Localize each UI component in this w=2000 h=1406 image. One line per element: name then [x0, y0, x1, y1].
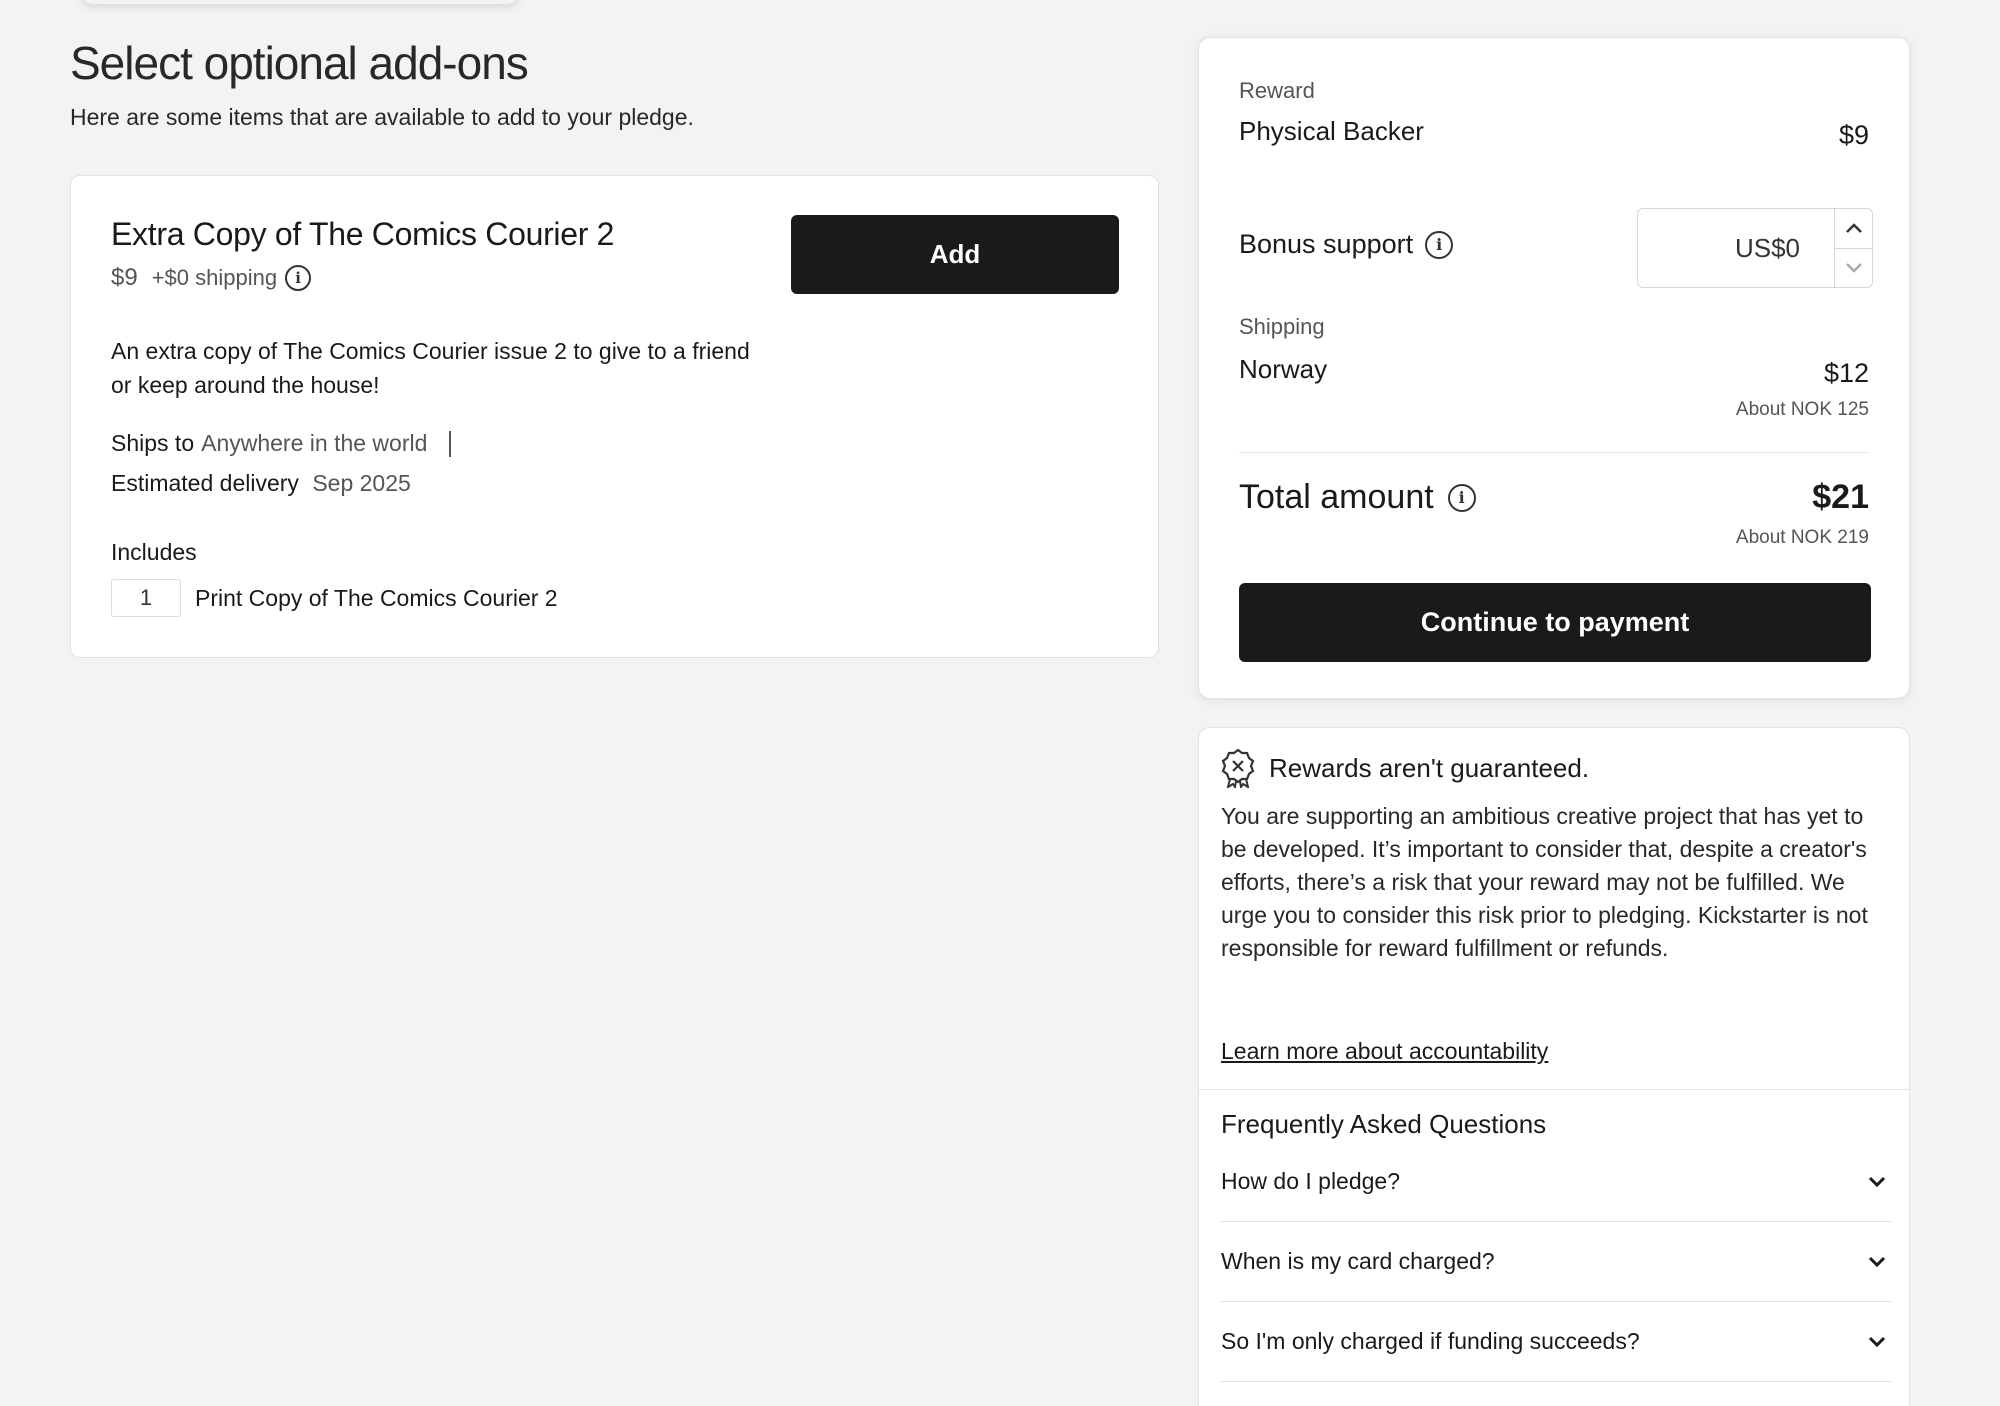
shipping-note: About NOK 125	[1735, 399, 1869, 420]
pledge-summary-card	[1198, 37, 1910, 699]
page-title: Select optional add-ons	[70, 37, 528, 89]
page-subtitle: Here are some items that are available to add to your pledge.	[70, 104, 694, 130]
bonus-support-label-row	[1239, 229, 1453, 260]
summary-divider	[1239, 452, 1869, 453]
shipping-label: Shipping	[1239, 314, 1325, 339]
delivery-label: Estimated delivery	[111, 470, 299, 496]
total-info-icon[interactable]: i	[1448, 484, 1476, 512]
chevron-down-icon	[1863, 1248, 1891, 1276]
risk-text: You are supporting an ambitious creative project that has yet to be developed. It’s important to consider that, despite a creator's efforts, there’s a risk that your reward may not be fulfilled. We urge you to consider this risk prior to pledging. Kickstarter is not responsible for reward fulfillment or refunds.	[1221, 803, 1868, 961]
total-amount: $21	[1812, 478, 1869, 516]
risk-faq-card	[1198, 727, 1910, 1406]
ships-to-label: Ships to	[111, 430, 195, 456]
risk-divider	[1199, 1089, 1909, 1090]
top-shadow	[80, 0, 520, 4]
continue-to-payment-button[interactable]: Continue to payment	[1239, 583, 1871, 662]
reward-name: Physical Backer	[1239, 116, 1424, 146]
total-note: About NOK 219	[1735, 527, 1869, 548]
addon-description: An extra copy of The Comics Courier issue 2 to give to a friend or keep around the house!	[111, 338, 750, 398]
chevron-down-icon	[1863, 1168, 1891, 1196]
increment-button[interactable]	[1835, 209, 1872, 248]
addon-shipping: +$0 shipping	[151, 265, 278, 290]
faq-title: Frequently Asked Questions	[1221, 1109, 1547, 1139]
faq-question: So I'm only charged if funding succeeds?	[1221, 1328, 1640, 1354]
award-x-icon	[1221, 748, 1255, 788]
chevron-up-icon	[1845, 222, 1863, 234]
ships-to-row	[111, 430, 451, 457]
addon-card	[70, 175, 1159, 658]
stepper-controls	[1834, 209, 1872, 287]
chevron-down-icon	[1845, 262, 1863, 274]
total-label-row	[1239, 478, 1476, 517]
risk-title-row	[1221, 748, 1589, 788]
bonus-support-stepper[interactable]	[1637, 208, 1873, 288]
faq-item[interactable]	[1221, 1142, 1891, 1222]
accountability-link[interactable]: Learn more about accountability	[1221, 1038, 1549, 1064]
faq-item[interactable]	[1221, 1302, 1891, 1382]
bonus-support-label: Bonus support	[1239, 229, 1414, 259]
decrement-button[interactable]	[1835, 248, 1872, 288]
shipping-country: Norway	[1239, 354, 1328, 384]
faq-question: When is my card charged?	[1221, 1248, 1495, 1274]
includes-qty: 1	[111, 579, 181, 617]
delivery-row	[111, 470, 411, 497]
faq-item[interactable]	[1221, 1222, 1891, 1302]
chevron-down-icon	[1863, 1328, 1891, 1356]
risk-title: Rewards aren't guaranteed.	[1269, 752, 1590, 783]
delivery-value: Sep 2025	[312, 470, 411, 496]
includes-item	[111, 579, 558, 617]
includes-label: Includes	[111, 539, 197, 565]
shipping-info-icon[interactable]: i	[285, 265, 311, 291]
faq-question: How do I pledge?	[1221, 1168, 1401, 1194]
addon-price-row	[111, 264, 311, 292]
reward-label: Reward	[1239, 78, 1315, 103]
reward-amount: $9	[1838, 120, 1869, 150]
shipping-amount: $12	[1823, 358, 1869, 388]
includes-item-name: Print Copy of The Comics Courier 2	[195, 584, 558, 611]
add-button[interactable]: Add	[791, 215, 1119, 294]
bonus-support-input[interactable]: US$0	[1734, 232, 1800, 263]
addon-title: Extra Copy of The Comics Courier 2	[111, 216, 615, 252]
ships-to-value: Anywhere in the world	[201, 430, 428, 456]
ships-divider	[449, 431, 451, 457]
bonus-info-icon[interactable]: i	[1425, 231, 1453, 259]
addon-price: $9	[111, 264, 138, 291]
total-label: Total amount	[1239, 478, 1434, 516]
